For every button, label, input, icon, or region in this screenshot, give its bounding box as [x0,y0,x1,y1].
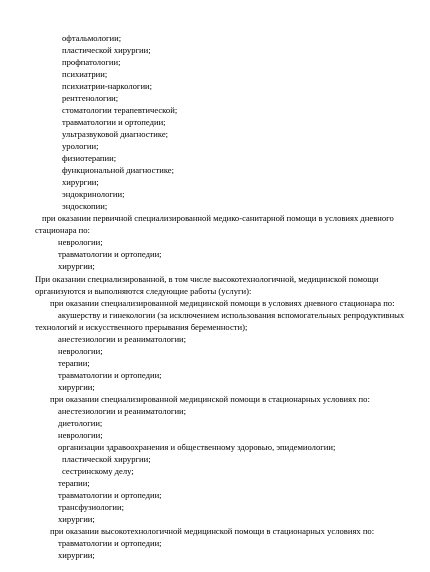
text-line: сестринскому делу; [62,465,134,476]
text-line: ультразвуковой диагностике; [62,129,169,140]
text-line: профпатологии; [62,57,121,67]
text-line: травматологии и ортопедии; [58,538,162,548]
text-line: эндокринологии; [62,189,125,200]
text-line: неврологии; [58,345,103,356]
section-heading: при оказании специализированной медицинской помощи в стационарных условиях по: [50,393,370,404]
text-line: травматологии и ортопедии; [62,117,166,128]
text-line: офтальмологии; [62,33,122,43]
text-line: хирургии; [58,513,95,524]
text-line: хирургии; [58,381,95,392]
text-line: психиатрии-наркологии; [62,81,153,92]
text-line: урологии; [62,141,99,152]
section-heading: при оказании специализированной медицинской помощи в условиях дневного стационара по: [50,297,395,308]
text-line: трансфузиологии; [58,501,125,512]
text-line: эндоскопии; [62,201,108,212]
text-line: травматологии и ортопедии; [58,369,162,380]
text-line: психиатрии; [62,69,108,80]
text-line: травматологии и ортопедии; [58,489,162,500]
text-line: рентгенологии; [62,93,119,104]
text-line: травматологии и ортопедии; [58,249,162,260]
paragraph-heading-cont: организуются и выполняются следующие работы (услуги): [35,285,252,296]
section-heading: при оказании высокотехнологичной медицинской помощи в стационарных условиях по: [50,525,375,536]
section-heading-cont: стационара по: [35,225,90,236]
text-line: физиотерапии; [62,153,117,164]
text-line: функциональной диагностике; [62,165,175,176]
text-line: хирургии; [62,177,99,188]
text-line: организации здравоохранения и общественному здоровью, эпидемиологии; [58,441,336,452]
text-line: терапии; [58,477,90,488]
text-line-cont: технологий и искусственного прерывания беременности); [35,321,248,332]
text-line: неврологии; [58,237,103,248]
text-line: анестезиологии и реаниматологии; [58,405,187,416]
section-heading: при оказании первичной специализированной медико-санитарной помощи в условиях дневного [42,213,394,224]
paragraph-heading: При оказании специализированной, в том числе высокотехнологичной, медицинской помощи [35,273,379,284]
text-line: терапии; [58,357,90,368]
text-line: неврологии; [58,429,103,440]
text-line: пластической хирургии; [62,45,151,55]
text-line: диетологии; [58,417,103,428]
text-line: стоматологии терапевтической; [62,105,178,116]
text-line: анестезиологии и реаниматологии; [58,333,187,344]
text-line: пластической хирургии; [62,453,151,464]
text-line: акушерству и гинекологии (за исключением использования вспомогательных репродуктивных [58,309,405,320]
text-line: хирургии; [58,550,95,560]
text-line: хирургии; [58,261,95,272]
